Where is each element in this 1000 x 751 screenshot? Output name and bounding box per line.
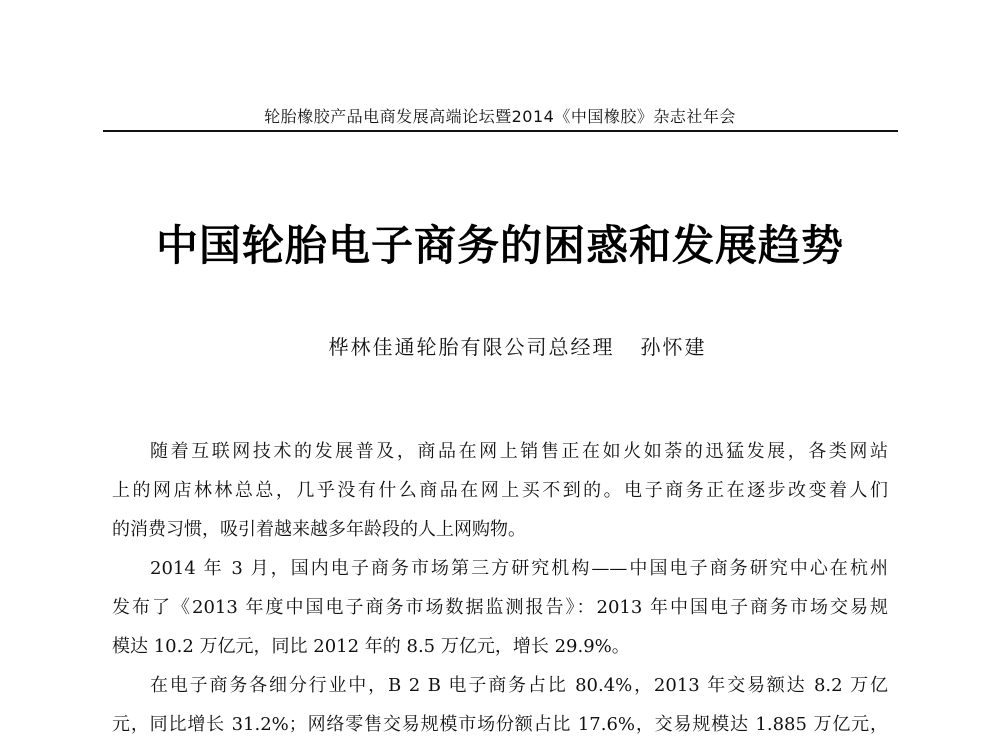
byline [0, 331, 1000, 360]
paragraph-line: 的消费习惯，吸引着越来越多年龄段的人上网购物。 [112, 519, 526, 540]
paragraph-line: 在电子商务各细分行业中，B 2 B 电子商务占比 80.4%，2013 年交易额达 8.2 万亿 [150, 675, 888, 696]
author-affiliation: 桦林佳通轮胎有限公司总经理 [328, 335, 615, 359]
paragraph-line: 发布了《2013 年度中国电子商务市场数据监测报告》：2013 年中国电子商务市场交易规 [112, 597, 888, 618]
paragraph-line: 随着互联网技术的发展普及，商品在网上销售正在如火如荼的迅猛发展，各类网站 [150, 441, 888, 462]
author-name: 孙怀建 [640, 335, 707, 359]
article-title: 中国轮胎电子商务的困惑和发展趋势 [155, 221, 844, 270]
paragraph-line: 模达 10.2 万亿元，同比 2012 年的 8.5 万亿元，增长 29.9%。 [112, 636, 630, 657]
header-rule [103, 130, 898, 132]
paragraph-line: 上的网店林林总总，几乎没有什么商品在网上买不到的。电子商务正在逐步改变着人们 [112, 480, 888, 501]
paragraph-line: 2014 年 3 月，国内电子商务市场第三方研究机构——中国电子商务研究中心在杭州 [150, 558, 888, 579]
paragraph-line: 元，同比增长 31.2%；网络零售交易规模市场份额占比 17.6%，交易规模达 1.885 万亿元， [112, 714, 888, 735]
article-body [112, 432, 888, 744]
running-header: 轮胎橡胶产品电商发展高端论坛暨2014《中国橡胶》杂志社年会 [264, 107, 736, 126]
